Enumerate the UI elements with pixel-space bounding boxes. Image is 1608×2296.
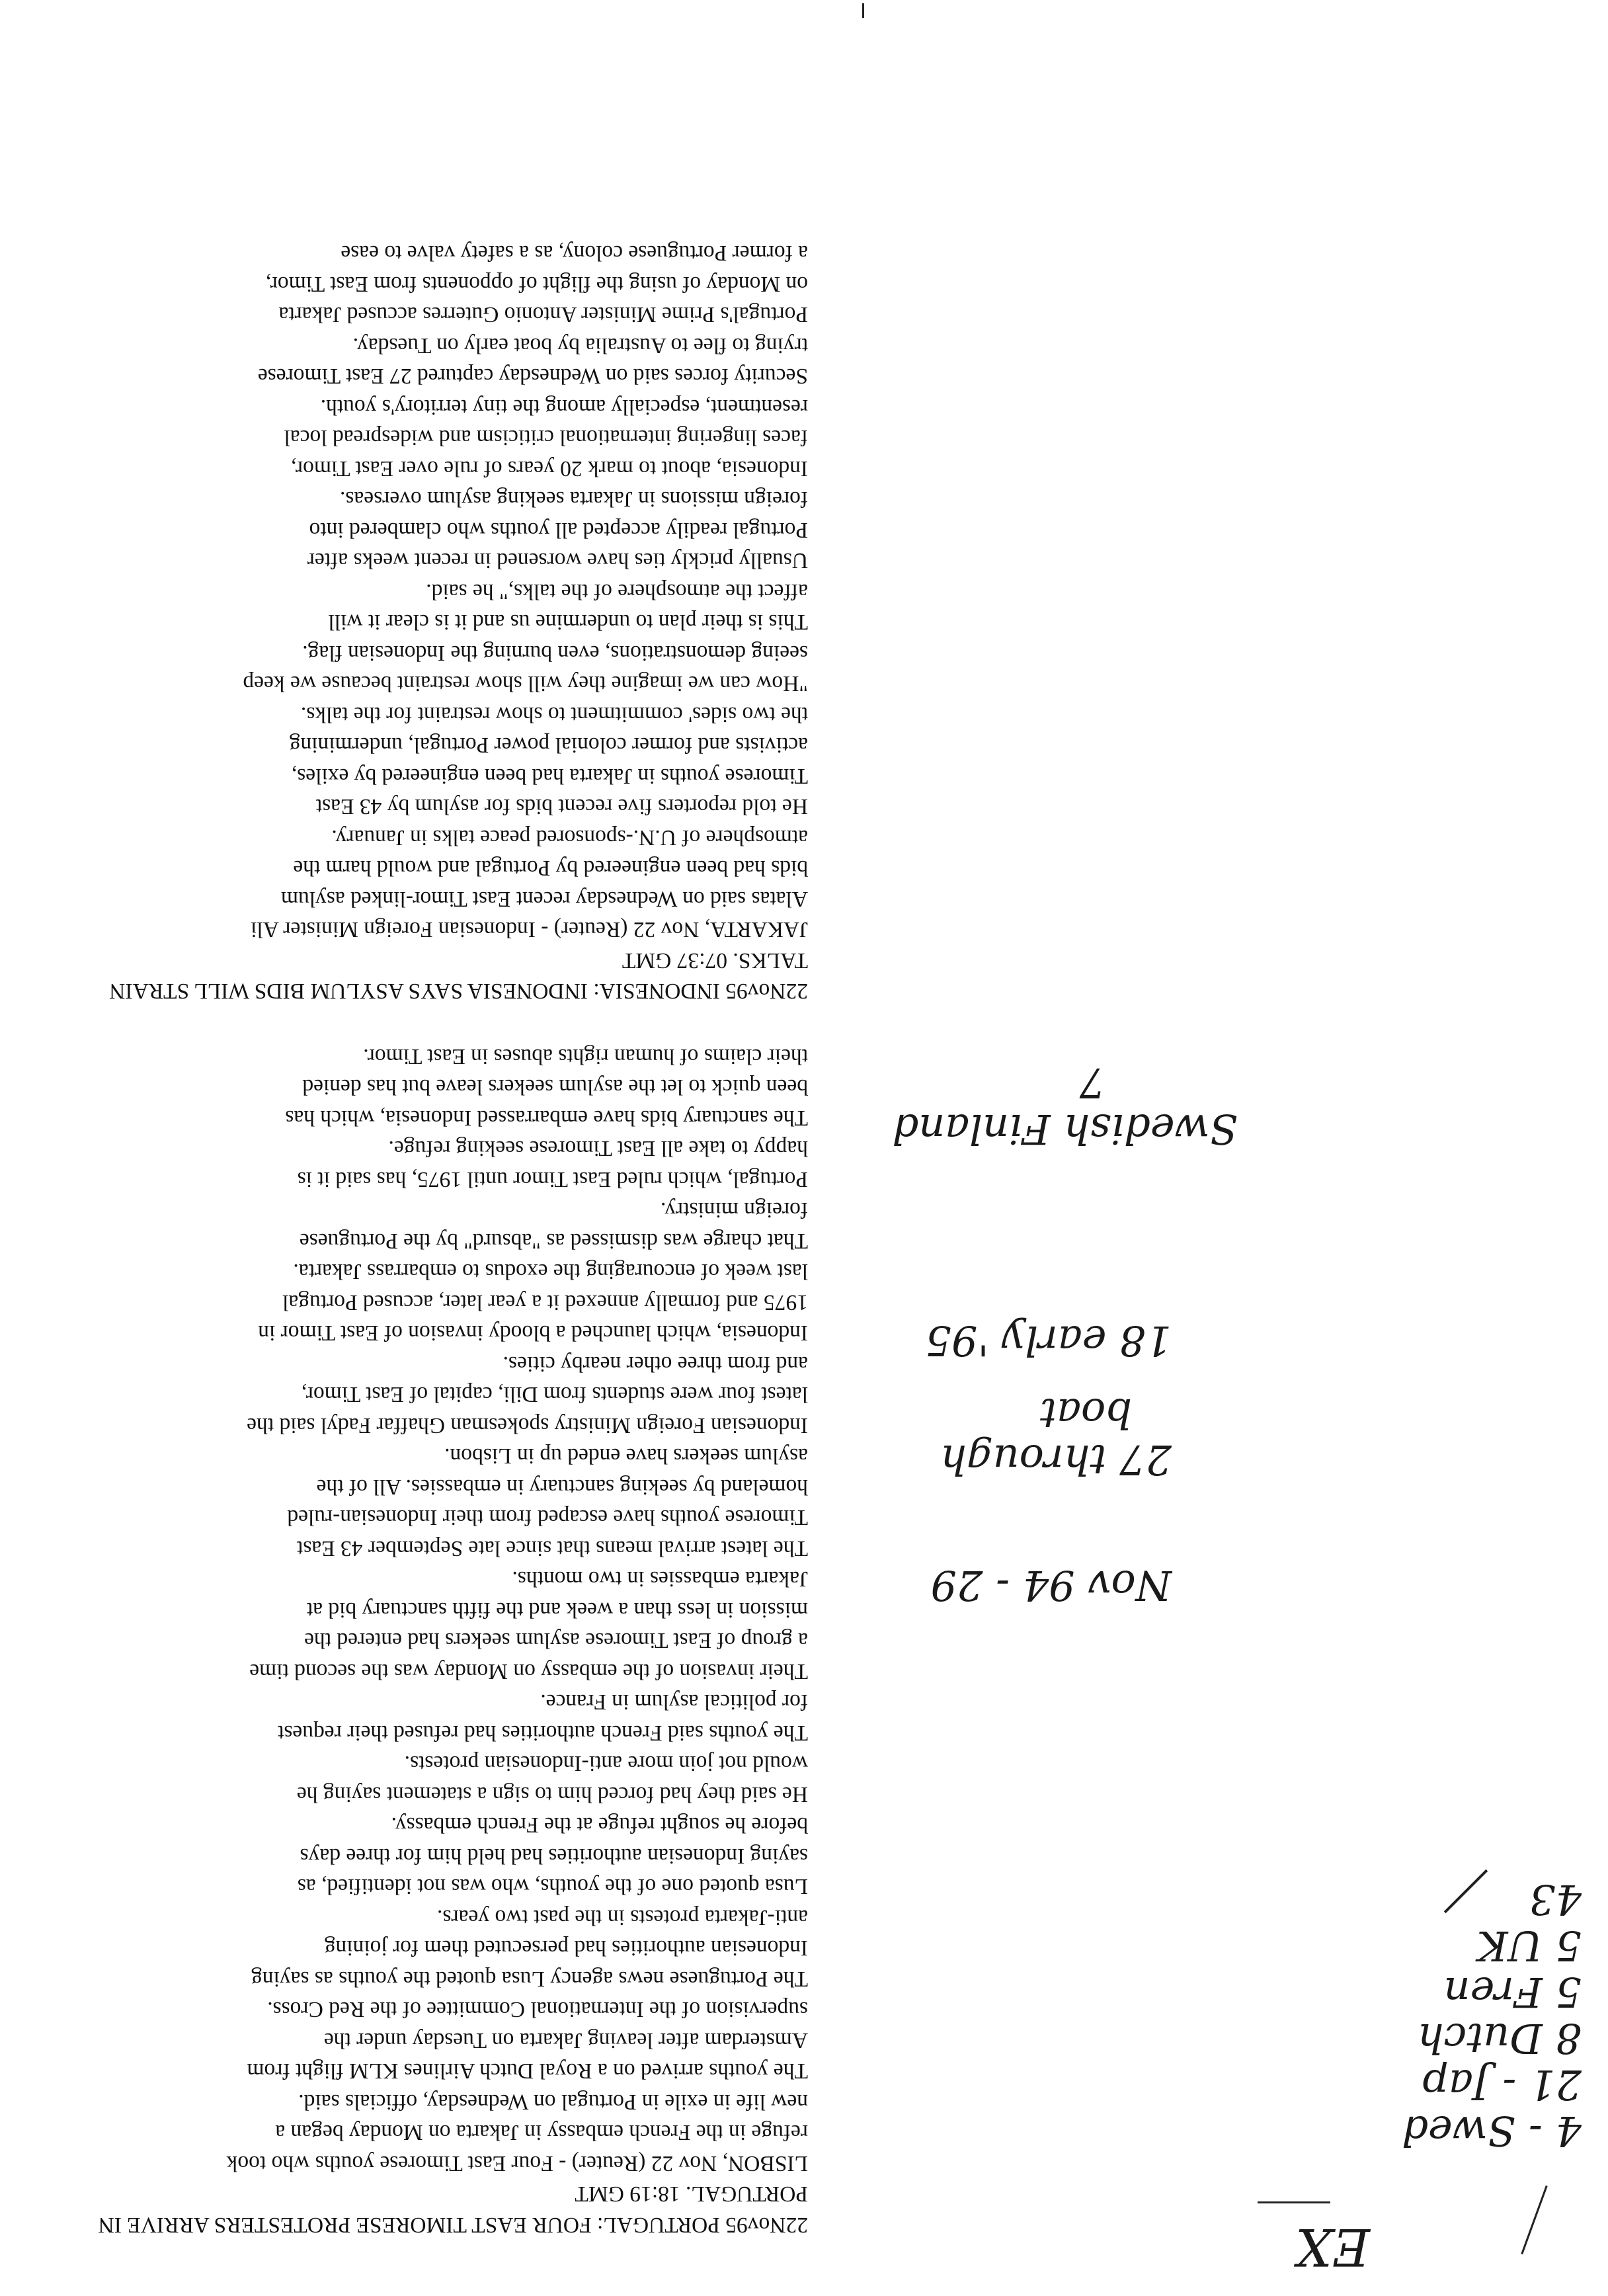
handwritten-notes — [828, 1317, 1172, 1608]
text-line: JAKARTA, Nov 22 (Reuter) - Indonesian Foreign Minister Ali — [251, 917, 808, 942]
note-line: 7 — [1079, 1059, 1106, 1107]
text-line: Lusa quoted one of the youths, who was not identified, as — [297, 1874, 808, 1899]
text-line: anti-Jakarta protests in the past two years. — [437, 1905, 808, 1930]
text-line: Alatas said on Wednesday recent East Timor-linked asylum — [280, 887, 808, 911]
text-line: This is their plan to undermine us and it is clear it will — [328, 610, 808, 635]
note-line: 18 early '95 — [925, 1317, 1172, 1365]
text-line: Usually prickly ties have worsened in recent weeks after — [307, 548, 808, 573]
text-line: Security forces said on Wednesday captured 27 East Timorese — [257, 364, 808, 389]
note-line: Swedish Finland — [892, 1105, 1238, 1153]
tally-line: 5 Fren — [1443, 1968, 1582, 2016]
text-line: 22Nov95 INDONESIA: INDONESIA SAYS ASYLUM BIDS WILL STRAIN — [109, 979, 808, 1004]
text-line: mission in less than a week and the fifth sanctuary bid at — [306, 1598, 808, 1622]
tally-line: 4 - Swed — [1402, 2107, 1582, 2155]
text-line: TALKS. 07:37 GMT — [622, 948, 808, 973]
text-line: activists and former colonial power Portugal, undermining — [289, 733, 808, 758]
handwritten-tally — [1363, 1876, 1582, 2154]
text-line: "How can we imagine they will show restraint because we keep — [243, 671, 808, 696]
text-line: Indonesia, about to mark 20 years of rule over East Timor, — [290, 456, 808, 481]
tally-line: 8 Dutch — [1417, 2014, 1582, 2063]
text-line: for political asylum in France. — [540, 1690, 808, 1715]
news-story-indonesia — [67, 237, 808, 1006]
text-line: been quick to let the asylum seekers leave but has denied — [302, 1075, 808, 1100]
text-line: The youths arrived on a Royal Dutch Airlines KLM flight from — [247, 2059, 808, 2084]
text-line: The youths said French authorities had refused their request — [278, 1721, 808, 1745]
text-line: LISBON, Nov 22 (Reuter) - Four East Timorese youths who took — [226, 2151, 808, 2176]
news-story-portugal — [67, 1041, 808, 2240]
text-line: bids had been engineered by Portugal and would harm the — [293, 856, 808, 881]
text-line: He told reporters five recent bids for asylum by 43 East — [315, 794, 808, 819]
pen-stroke — [862, 3, 864, 18]
text-line: seeing demonstrations, even burning the Indonesian flag. — [302, 641, 808, 665]
text-line: Jakarta embassies in two months. — [512, 1567, 808, 1592]
text-line: the two sides' commitment to show restraint for the talks. — [300, 702, 808, 727]
tally-line: 5 UK — [1477, 1922, 1582, 1970]
text-line: affect the atmosphere of the talks," he said. — [426, 579, 808, 604]
text-line: refuge in the French embassy in Jakarta on Monday began a — [275, 2120, 808, 2145]
tally-line: 21 - Jap — [1422, 2061, 1582, 2109]
text-line: last week of encouraging the exodus to embarrass Jakarta. — [293, 1259, 808, 1284]
text-line: foreign ministry. — [661, 1198, 808, 1223]
handwritten-notes-lower — [867, 1059, 1238, 1152]
text-line: trying to flee to Australia by boat early on Tuesday. — [352, 333, 808, 358]
text-line: Portugal's Prime Minister Antonio Guterres accused Jakarta — [278, 302, 808, 327]
text-line: latest four were students from Dili, capital of East Timor, — [301, 1382, 808, 1407]
text-line: Portugal, which ruled East Timor until 1975, has said it is — [297, 1167, 808, 1192]
text-line: a group of East Timorese asylum seekers had entered the — [304, 1628, 808, 1653]
note-line: boat — [1040, 1389, 1132, 1438]
note-line: Nov 94 - 29 — [930, 1561, 1172, 1610]
text-line: That charge was dismissed as "absurd" by the Portuguese — [299, 1229, 808, 1253]
pen-stroke — [1521, 2186, 1547, 2254]
text-line: The Portuguese news agency Lusa quoted the youths as saying — [251, 1967, 808, 1991]
text-line: He said they had forced him to sign a statement saying he — [296, 1782, 808, 1807]
note-line: 27 through — [940, 1436, 1172, 1484]
text-line: faces lingering international criticism and widespread local — [284, 425, 808, 450]
text-line: PORTUGAL. 18:19 GMT — [575, 2182, 808, 2207]
text-line: homeland by seeking sanctuary in embassies. All of the — [316, 1475, 808, 1499]
text-line: asylum seekers have ended up in Lisbon. — [444, 1444, 808, 1469]
handwritten-page-ref: EX — [1295, 2217, 1370, 2276]
text-line: The sanctuary bids have embarrassed Indonesia, which has — [285, 1106, 808, 1130]
tally-total: 43 — [1529, 1875, 1582, 1924]
text-line: Portugal readily accepted all youths who clambered into — [309, 518, 808, 542]
text-line: and from three other nearby cities. — [502, 1352, 808, 1376]
text-line: Timorese youths have escaped from their Indonesian-ruled — [287, 1505, 808, 1530]
text-line: Indonesian Foreign Ministry spokesman Ghaffar Fadyl said the — [247, 1413, 808, 1438]
text-line: new life in exile in Portugal on Wednesday, officials said. — [298, 2090, 808, 2114]
text-line: Their invasion of the embassy on Monday was the second time — [249, 1659, 808, 1684]
text-line: happy to take all East Timorese seeking refuge. — [388, 1136, 808, 1161]
text-line: their claims of human rights abuses in East Timor. — [363, 1044, 808, 1069]
text-line: foreign missions in Jakarta seeking asylum overseas. — [340, 487, 808, 512]
underline-mark — [1258, 2201, 1330, 2203]
text-line: Amsterdam after leaving Jakarta on Tuesday under the — [323, 2028, 808, 2053]
news-column — [67, 237, 808, 2240]
text-line: atmosphere of U.N.-sponsored peace talks in January. — [331, 825, 808, 850]
text-line: 1975 and formally annexed it a year later, accused Portugal — [282, 1290, 808, 1315]
text-line: resentment, especially among the tiny territory's youth. — [320, 395, 808, 419]
text-line: 22Nov95 PORTUGAL: FOUR EAST TIMORESE PROTESTERS ARRIVE IN — [98, 2213, 808, 2237]
text-line: would not join more anti-Indonesian protests. — [404, 1751, 808, 1776]
text-line: before he sought refuge at the French embassy. — [391, 1813, 808, 1838]
text-line: saying Indonesian authorities had held him for three days — [300, 1844, 808, 1868]
text-line: supervision of the International Committee of the Red Cross. — [267, 1997, 808, 2022]
text-line: The latest arrival means that since late September 43 East — [296, 1536, 808, 1561]
text-line: Indonesian authorities had persecuted them for joining — [324, 1936, 808, 1961]
text-line: on Monday of using the flight of opponents from East Timor, — [265, 272, 808, 296]
text-line: Timorese youths in Jakarta had been engineered by exiles, — [291, 764, 808, 788]
text-line: a former Portuguese colony, as a safety valve to ease — [341, 241, 808, 266]
text-line: Indonesia, which launched a bloody invasion of East Timor in — [258, 1321, 808, 1346]
